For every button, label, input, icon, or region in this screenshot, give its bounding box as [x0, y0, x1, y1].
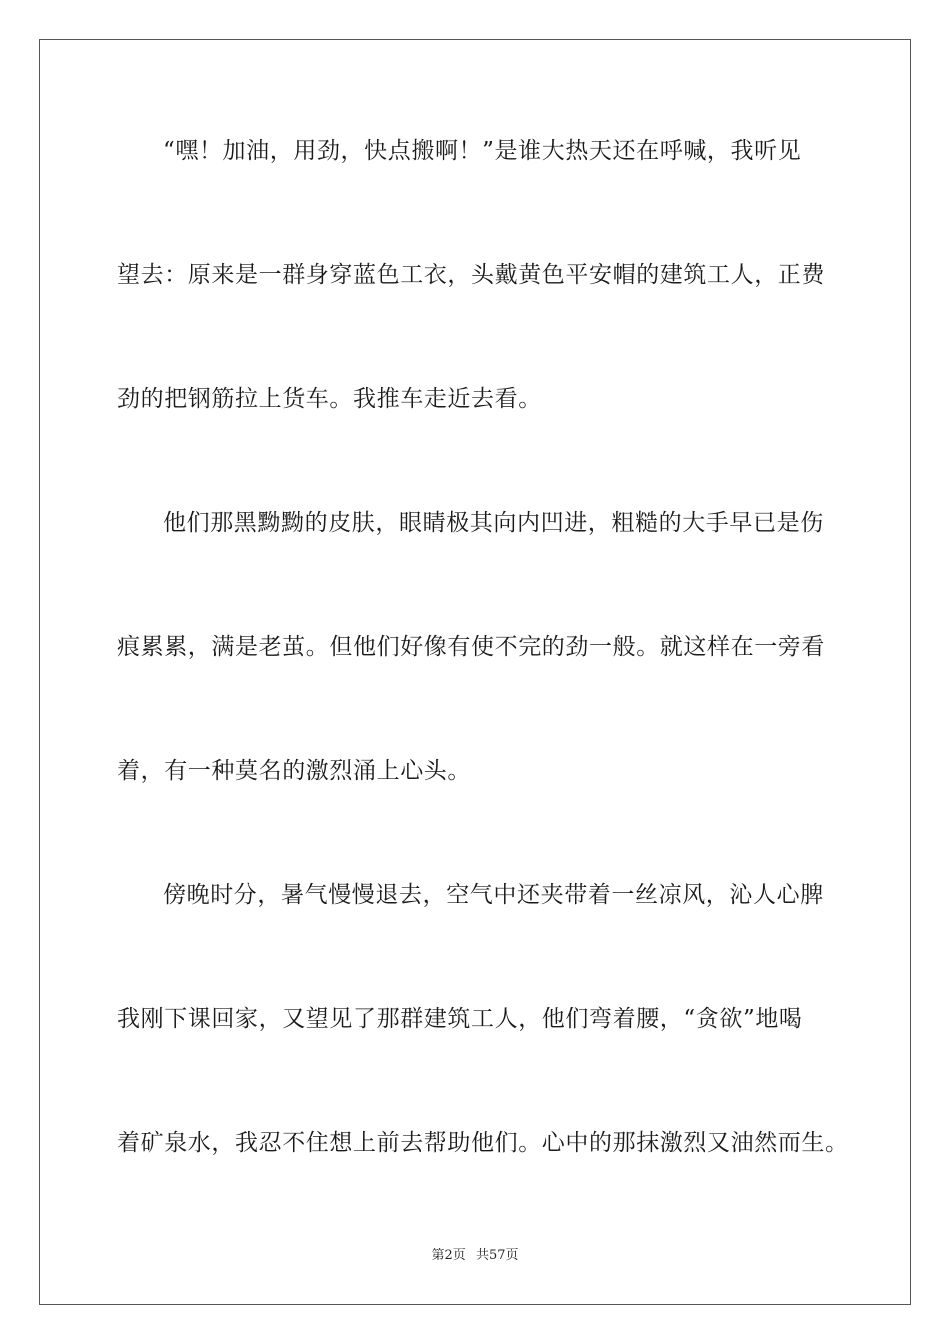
paragraph-1-line-3: 劲的把钢筋拉上货车。我推车走近去看。: [117, 386, 542, 412]
paragraph-2-line-2: 痕累累，满是老茧。但他们好像有使不完的劲一般。就这样在一旁看: [117, 634, 825, 660]
page-border: [39, 39, 911, 1305]
paragraph-3-line-2: 我刚下课回家，又望见了那群建筑工人，他们弯着腰，“贪欲”地喝: [117, 1006, 803, 1032]
paragraph-3-line-3: 着矿泉水，我忍不住想上前去帮助他们。心中的那抹激烈又油然而生。: [117, 1130, 849, 1156]
page-number: 第2页: [431, 1248, 466, 1263]
paragraph-1-line-1: “嘿！加油，用劲，快点搬啊！”是谁大热天还在呼喊，我听见: [163, 138, 802, 164]
page-footer: [0, 1248, 950, 1264]
paragraph-2-line-3: 着，有一种莫名的激烈涌上心头。: [117, 758, 471, 784]
page-total: 共57页: [475, 1248, 519, 1263]
paragraph-3-line-1: 傍晚时分，暑气慢慢退去，空气中还夹带着一丝凉风，沁人心脾: [163, 882, 824, 908]
paragraph-2-line-1: 他们那黑黝黝的皮肤，眼睛极其向内凹进，粗糙的大手早已是伤: [163, 510, 824, 536]
paragraph-1-line-2: 望去：原来是一群身穿蓝色工衣，头戴黄色平安帽的建筑工人，正费: [117, 262, 825, 288]
